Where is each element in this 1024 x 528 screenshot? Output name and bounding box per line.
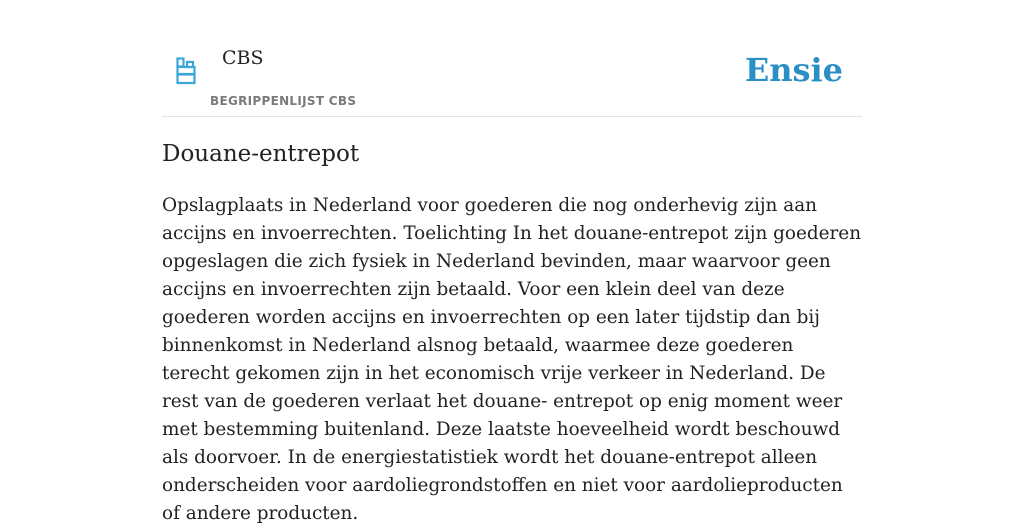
brand-logo[interactable]: Ensie bbox=[744, 51, 843, 89]
header bbox=[162, 0, 862, 117]
cbs-logo-icon bbox=[176, 57, 196, 85]
source-subtitle[interactable]: BEGRIPPENLIJST CBS bbox=[210, 94, 357, 108]
definition-text: Opslagplaats in Nederland voor goederen die nog onderhevig zijn aan accijns en invoerrechten. Toelichting In het douane-entrepot zijn goederen opgeslagen die zich fysiek in Nederland bevinden, maar waarvoor geen accijns en invoerrechten zijn betaald. Voor een klein deel van deze goederen worden accijns en invoerrechten op een later tijdstip dan bij binnenkomst in Nederland alsnog betaald, waarmee deze goederen terecht gekomen zijn in het economisch vrije verkeer in Nederland. De rest van de goederen verlaat het douane- entrepot op enig moment weer met bestemming buitenland. Deze laatste hoeveelheid wordt beschouwd als doorvoer. In de energiestatistiek wordt het douane-entrepot alleen onderscheiden voor aardoliegrondstoffen en niet voor aardolieproducten of andere producten. bbox=[162, 195, 862, 524]
term-title: Douane-entrepot bbox=[162, 141, 360, 167]
source-name[interactable]: CBS bbox=[222, 47, 264, 69]
